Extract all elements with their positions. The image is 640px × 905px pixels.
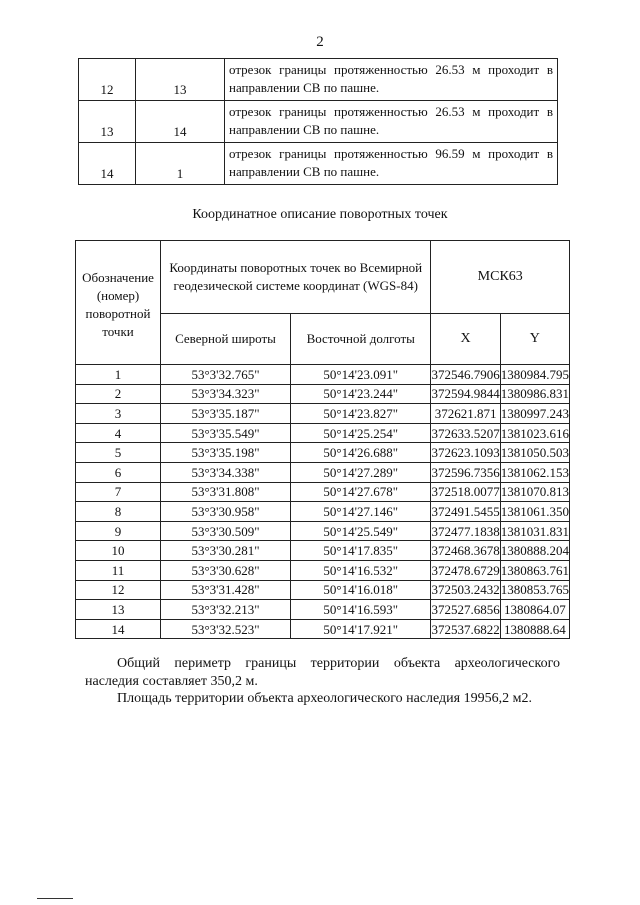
boundary-table [78, 58, 558, 185]
point-number: 2 [76, 384, 161, 404]
header-east-longitude: Восточной долготы [290, 314, 431, 365]
boundary-to-point: 13 [136, 59, 225, 101]
footer-rule [37, 898, 73, 899]
boundary-row [79, 143, 558, 185]
latitude-cell: 53°3'30.509" [161, 521, 291, 541]
longitude-cell: 50°14'16.532" [290, 560, 431, 580]
table-row [76, 560, 570, 580]
y-cell: 1380888.204 [500, 541, 569, 561]
latitude-cell: 53°3'34.338" [161, 462, 291, 482]
latitude-cell: 53°3'32.765" [161, 365, 291, 385]
boundary-description: отрезок границы протяженностью 26.53 м проходит в направлении СВ по пашне. [225, 101, 558, 143]
longitude-cell: 50°14'27.146" [290, 502, 431, 522]
longitude-cell: 50°14'17.921" [290, 619, 431, 639]
page-number: 2 [316, 34, 324, 50]
header-x: X [431, 314, 500, 365]
longitude-cell: 50°14'26.688" [290, 443, 431, 463]
x-cell: 372621.871 [431, 404, 500, 424]
table-row [76, 541, 570, 561]
x-cell: 372478.6729 [431, 560, 500, 580]
point-number: 3 [76, 404, 161, 424]
x-cell: 372633.5207 [431, 423, 500, 443]
y-cell: 1380986.831 [500, 384, 569, 404]
y-cell: 1380888.64 [500, 619, 569, 639]
point-number: 5 [76, 443, 161, 463]
boundary-from-point: 14 [79, 143, 136, 185]
point-number: 8 [76, 502, 161, 522]
table-row [76, 443, 570, 463]
table-row [76, 404, 570, 424]
table-row [76, 482, 570, 502]
boundary-to-point: 1 [136, 143, 225, 185]
point-number: 13 [76, 600, 161, 620]
x-cell: 372527.6856 [431, 600, 500, 620]
header-north-latitude: Северной широты [161, 314, 291, 365]
table-row [76, 521, 570, 541]
latitude-cell: 53°3'32.213" [161, 600, 291, 620]
longitude-cell: 50°14'27.678" [290, 482, 431, 502]
x-cell: 372503.2432 [431, 580, 500, 600]
point-number: 10 [76, 541, 161, 561]
y-cell: 1381061.350 [500, 502, 569, 522]
latitude-cell: 53°3'30.958" [161, 502, 291, 522]
longitude-cell: 50°14'16.018" [290, 580, 431, 600]
longitude-cell: 50°14'25.549" [290, 521, 431, 541]
x-cell: 372546.7906 [431, 365, 500, 385]
point-number: 9 [76, 521, 161, 541]
y-cell: 1381023.616 [500, 423, 569, 443]
table-row [76, 619, 570, 639]
latitude-cell: 53°3'31.808" [161, 482, 291, 502]
table-row [76, 384, 570, 404]
coordinates-table [75, 240, 570, 639]
point-number: 12 [76, 580, 161, 600]
longitude-cell: 50°14'17.835" [290, 541, 431, 561]
table-row [76, 423, 570, 443]
point-number: 6 [76, 462, 161, 482]
longitude-cell: 50°14'16.593" [290, 600, 431, 620]
latitude-cell: 53°3'32.523" [161, 619, 291, 639]
y-cell: 1381070.813 [500, 482, 569, 502]
y-cell: 1380853.765 [500, 580, 569, 600]
boundary-from-point: 12 [79, 59, 136, 101]
boundary-description: отрезок границы протяженностью 26.53 м проходит в направлении СВ по пашне. [225, 59, 558, 101]
latitude-cell: 53°3'31.428" [161, 580, 291, 600]
perimeter-paragraph: Общий периметр границы территории объекта археологического наследия составляет 350,2 м. [85, 656, 560, 689]
x-cell: 372596.7356 [431, 462, 500, 482]
table-row [76, 462, 570, 482]
boundary-row [79, 59, 558, 101]
longitude-cell: 50°14'25.254" [290, 423, 431, 443]
x-cell: 372468.3678 [431, 541, 500, 561]
point-number: 4 [76, 423, 161, 443]
y-cell: 1380997.243 [500, 404, 569, 424]
header-y: Y [500, 314, 569, 365]
y-cell: 1380863.761 [500, 560, 569, 580]
point-number: 1 [76, 365, 161, 385]
latitude-cell: 53°3'34.323" [161, 384, 291, 404]
table-caption: Координатное описание поворотных точек [192, 207, 448, 222]
y-cell: 1381050.503 [500, 443, 569, 463]
point-number: 14 [76, 619, 161, 639]
point-number: 7 [76, 482, 161, 502]
x-cell: 372477.1838 [431, 521, 500, 541]
boundary-row [79, 101, 558, 143]
x-cell: 372537.6822 [431, 619, 500, 639]
area-paragraph: Площадь территории объекта археологического наследия 19956,2 м2. [117, 691, 532, 706]
table-row [76, 365, 570, 385]
y-cell: 1381031.831 [500, 521, 569, 541]
x-cell: 372623.1093 [431, 443, 500, 463]
longitude-cell: 50°14'23.244" [290, 384, 431, 404]
header-wgs84: Координаты поворотных точек во Всемирной геодезической системе координат (WGS-84) [161, 241, 431, 314]
y-cell: 1380864.07 [500, 600, 569, 620]
latitude-cell: 53°3'35.549" [161, 423, 291, 443]
x-cell: 372518.0077 [431, 482, 500, 502]
longitude-cell: 50°14'23.091" [290, 365, 431, 385]
longitude-cell: 50°14'23.827" [290, 404, 431, 424]
header-designation: Обозначение (номер) поворотной точки [76, 241, 161, 365]
x-cell: 372491.5455 [431, 502, 500, 522]
latitude-cell: 53°3'35.198" [161, 443, 291, 463]
table-row [76, 580, 570, 600]
table-row [76, 600, 570, 620]
latitude-cell: 53°3'35.187" [161, 404, 291, 424]
table-row [76, 502, 570, 522]
point-number: 11 [76, 560, 161, 580]
boundary-to-point: 14 [136, 101, 225, 143]
longitude-cell: 50°14'27.289" [290, 462, 431, 482]
boundary-from-point: 13 [79, 101, 136, 143]
y-cell: 1381062.153 [500, 462, 569, 482]
x-cell: 372594.9844 [431, 384, 500, 404]
header-msk63: МСК63 [431, 241, 570, 314]
latitude-cell: 53°3'30.281" [161, 541, 291, 561]
boundary-description: отрезок границы протяженностью 96.59 м проходит в направлении СВ по пашне. [225, 143, 558, 185]
y-cell: 1380984.795 [500, 365, 569, 385]
latitude-cell: 53°3'30.628" [161, 560, 291, 580]
